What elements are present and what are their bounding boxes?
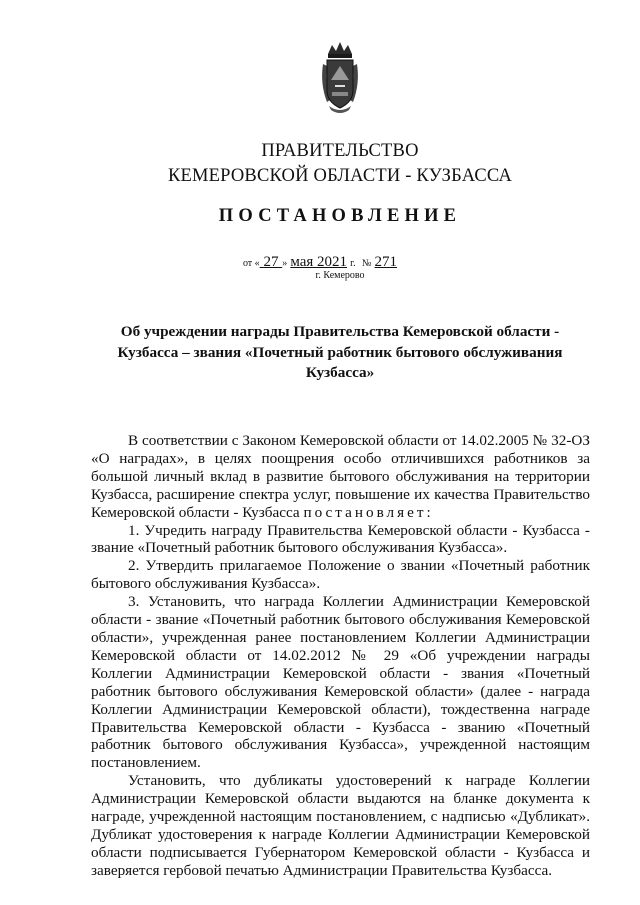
item-1: 1. Учредить награду Правительства Кемеровской области - Кузбасса - звание «Почетный работник бытового обслуживания Кузбасса». [91, 521, 590, 557]
government-line-1: ПРАВИТЕЛЬСТВО [261, 141, 419, 161]
coat-of-arms-icon [319, 40, 361, 116]
resolves-word: постановляет: [303, 503, 434, 521]
city-label: г. Кемерово [315, 270, 365, 281]
document-number: 271 [374, 254, 398, 270]
date-day: 27 [263, 254, 279, 270]
item-3: 3. Установить, что награда Коллегии Администрации Кемеровской области - звание «Почетный работник бытового обслуживания Кемеровской области», учрежденная ранее постановлением Коллегии Администрации Кемеровской области от 14.02.2012 № 29 «Об учреждении награды Коллегии Администрации Кемеровской области - звания «Почетный работник бытового обслуживания Кемеровской области» (далее - награда Коллегии Администрации Кемеровской области), тождественна награде Правительства Кемеровской области - Кузбасса - званию «Почетный работник бытового обслуживания Кузбасса», учрежденной настоящим постановлением. [91, 593, 590, 772]
date-month-year: мая 2021 [290, 254, 348, 270]
date-from-label: от « [242, 258, 260, 269]
item-2: 2. Утвердить прилагаемое Положение о звании «Почетный работник бытового обслуживания Кузбасса». [91, 557, 590, 593]
document-type-title: ПОСТАНОВЛЕНИЕ [218, 206, 462, 226]
intro-paragraph: В соответствии с Законом Кемеровской области от 14.02.2005 № 32-ОЗ «О наградах», в целях поощрения особо отличившихся работников за большой личный вклад в развитие бытового обслуживания на территории Кузбасса, расширение спектра услуг, повышение их качества Правительство Кемеровской области - Кузбасса постановляет: [91, 432, 590, 521]
item-3-continuation: Установить, что дубликаты удостоверений к награде Коллегии Администрации Кемеровской области выдаются на бланке документа к награде, учрежденной настоящим постановлением, с надписью «Дубликат». Дубликат удостоверения к награде Коллегии Администрации Кемеровской области подписывается Губернатором Кемеровской области - Кузбасса и заверяется гербовой печатью Администрации Правительства Кузбасса. [91, 772, 590, 879]
subject-title: Об учреждении награды Правительства Кемеровской области - Кузбасса – звания «Почетный работник бытового обслуживания Кузбасса» [117, 323, 563, 381]
date-number-line [0, 254, 640, 271]
date-quote-close: » [282, 258, 288, 269]
number-label: № [361, 258, 372, 269]
government-line-2: КЕМЕРОВСКОЙ ОБЛАСТИ - КУЗБАССА [167, 166, 513, 186]
date-year-suffix: г. [350, 258, 356, 269]
body-text [91, 432, 590, 880]
